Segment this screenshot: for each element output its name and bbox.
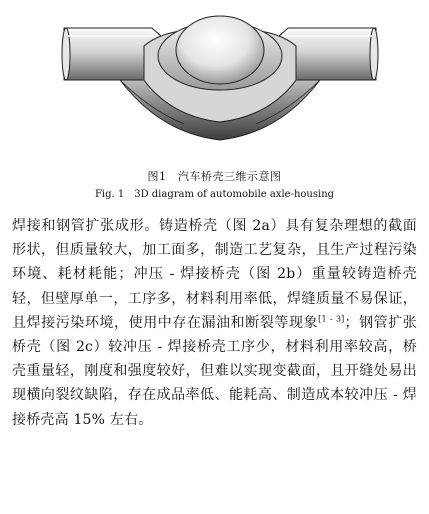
dome-cover: [176, 16, 264, 84]
figure-caption-english: Fig. 1 3D diagram of automobile axle-housing: [94, 189, 335, 200]
reference-citation[interactable]: [1 - 3]: [318, 314, 345, 324]
body-paragraph: [12, 214, 417, 432]
axle-housing-3d-drawing: [60, 6, 380, 156]
figure-caption-chinese: 图1 汽车桥壳三维示意图: [147, 170, 282, 183]
paragraph-text-part-1: 焊接和钢管扩张成形。铸造桥壳（图 2a）具有复杂理想的截面形状，但质量较大，加工面多，制造工艺复杂，且生产过程污染环境、耗材耗能；冲压 - 焊接桥壳（图 2b）重量较铸造桥壳轻，但壁厚单一，工序多，材料利用率低，焊缝质量不易保证，且焊接污染环境，使用中存在漏油和断裂等现象: [12, 218, 417, 331]
paragraph-text-part-2: ；钢管扩张桥壳（图 2c）较冲压 - 焊接桥壳工序少，材料利用率较高，桥壳重量轻，刚度和强度较好，但难以实现变截面，且开缝处易出现横向裂纹缺陷，存在成品率低、能耗高、制造成本较冲压 - 焊接桥壳高 15% 左右。: [12, 314, 418, 428]
axle-housing-figure: [60, 6, 380, 156]
